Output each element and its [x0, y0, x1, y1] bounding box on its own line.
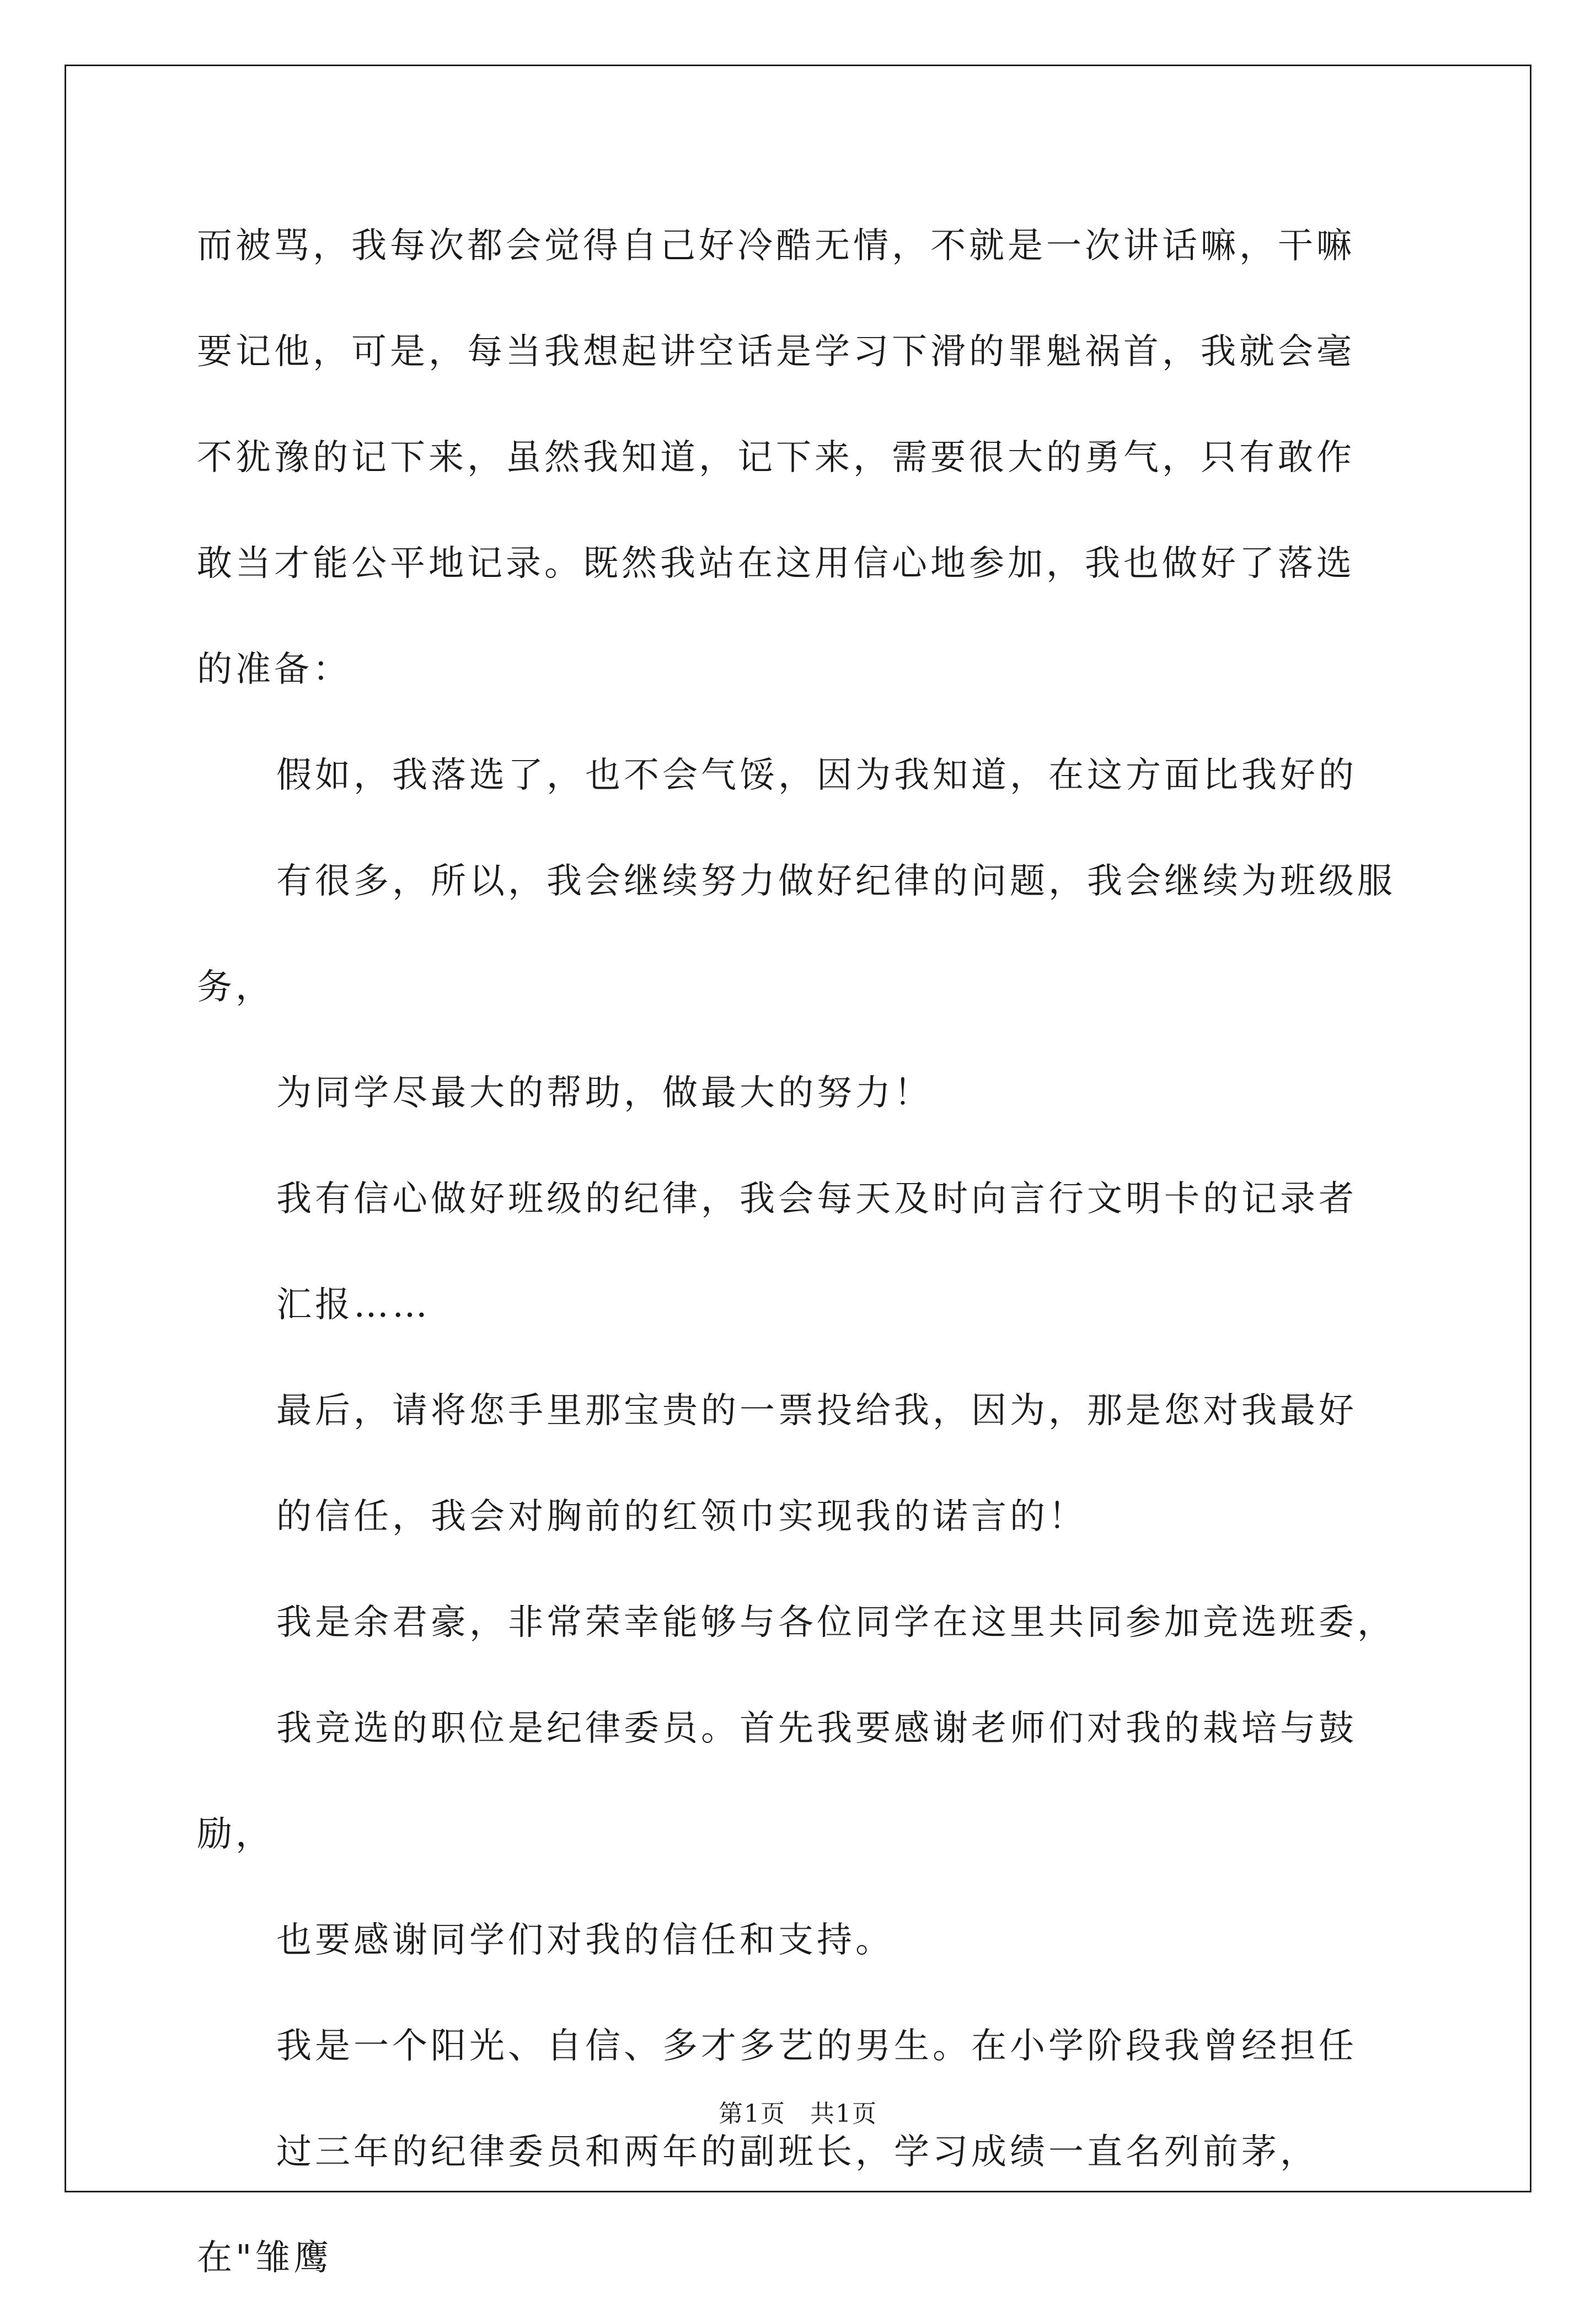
text-line: 我有信心做好班级的纪律，我会每天及时向言行文明卡的记录者	[276, 1179, 1357, 1219]
page-footer	[0, 2098, 1596, 2131]
text-line: 不犹豫的记下来，虽然我知道，记下来，需要很大的勇气，只有敢作	[197, 437, 1355, 478]
paragraph	[197, 193, 1410, 723]
text-line: 敢当才能公平地记录。既然我站在这用信心地参加，我也做好了落选	[197, 543, 1355, 584]
text-line: 也要感谢同学们对我的信任和支持。	[276, 1920, 894, 1961]
paragraph	[197, 1146, 1410, 1358]
text-line: 我是一个阳光、自信、多才多艺的男生。在小学阶段我曾经担任	[276, 2026, 1357, 2067]
page-number: 第1页	[719, 2100, 786, 2128]
text-line: 汇报……	[276, 1285, 431, 1325]
text-line: 的信任，我会对胸前的红领巾实现我的诺言的！	[276, 1496, 1087, 1537]
paragraph	[197, 723, 1410, 1146]
text-line: 我竞选的职位是纪律委员。首先我要感谢老师们对我的栽培与鼓励，	[197, 1708, 1357, 1855]
text-line: 有很多，所以，我会继续努力做好纪律的问题，我会继续为班级服务，	[197, 861, 1396, 1008]
paragraph	[197, 1358, 1410, 1570]
text-line: 而被骂，我每次都会觉得自己好冷酷无情，不就是一次讲话嘛，干嘛	[197, 226, 1355, 266]
text-line: 的准备：	[197, 649, 351, 690]
text-line: 最后，请将您手里那宝贵的一票投给我，因为，那是您对我最好	[276, 1390, 1357, 1431]
text-line: 我是余君豪，非常荣幸能够与各位同学在这里共同参加竞选班委，	[276, 1602, 1396, 1643]
document-body	[197, 193, 1410, 2311]
paragraph	[197, 1993, 1410, 2311]
text-line: 过三年的纪律委员和两年的副班长，学习成绩一直名列前茅，在"雏鹰	[197, 2132, 1319, 2278]
text-line: 为同学尽最大的帮助，做最大的努力！	[276, 1073, 933, 1114]
page-count: 共1页	[810, 2100, 877, 2128]
text-line: 要记他，可是，每当我想起讲空话是学习下滑的罪魁祸首，我就会毫	[197, 331, 1355, 372]
paragraph	[197, 1570, 1410, 1993]
text-line: 假如，我落选了，也不会气馁，因为我知道，在这方面比我好的	[276, 755, 1357, 796]
